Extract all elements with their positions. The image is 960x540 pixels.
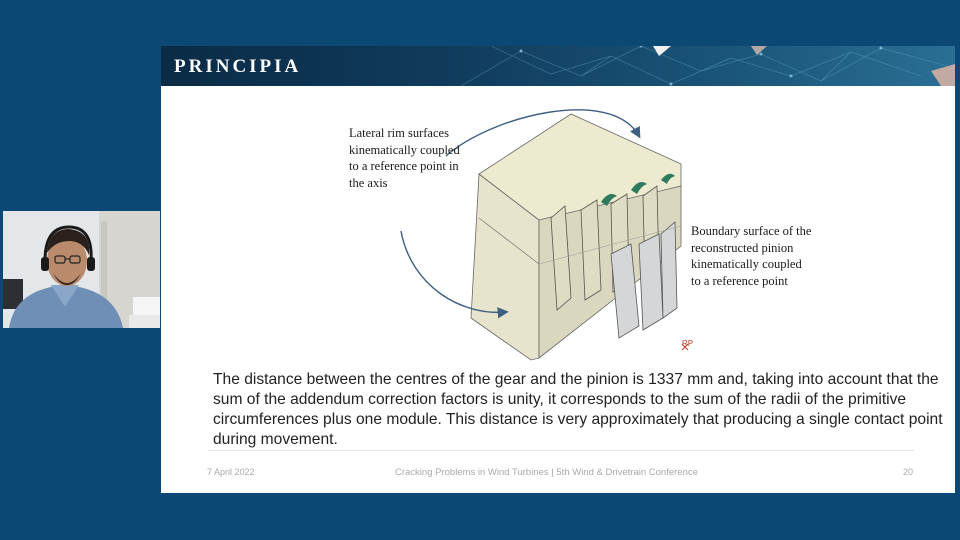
footer-title: Cracking Problems in Wind Turbines | 5th Wind & Drivetrain Conference bbox=[395, 467, 698, 478]
label-lateral-rim-surfaces: Lateral rim surfaces kinematically coupled to a reference point in the axis bbox=[349, 126, 460, 190]
principia-logo: PRINCIPIA bbox=[174, 56, 302, 77]
presentation-slide bbox=[161, 46, 955, 493]
slide-header-banner bbox=[161, 46, 955, 86]
footer-divider bbox=[208, 450, 914, 451]
rp-label bbox=[682, 339, 693, 353]
label-boundary-surface: Boundary surface of the reconstructed pinion kinematically coupled to a reference point bbox=[691, 224, 812, 288]
slide-body-text: The distance between the centres of the gear and the pinion is 1337 mm and, taking into account that the sum of the addendum correction factors is unity, it corresponds to the sum of the radii of the primitive circumferences plus one module. This distance is very approximately that producing a single contact point during movement. bbox=[213, 371, 943, 448]
rp-text: RP bbox=[682, 339, 694, 348]
presenter-video-image bbox=[3, 211, 160, 328]
gear-pinion-figure bbox=[161, 86, 955, 366]
footer-date: 7 April 2022 bbox=[207, 467, 255, 477]
screen-bottom-band bbox=[0, 494, 960, 540]
footer-page-number: 20 bbox=[903, 467, 914, 477]
screen-top-band bbox=[0, 0, 960, 46]
presenter-webcam-feed bbox=[3, 211, 160, 328]
